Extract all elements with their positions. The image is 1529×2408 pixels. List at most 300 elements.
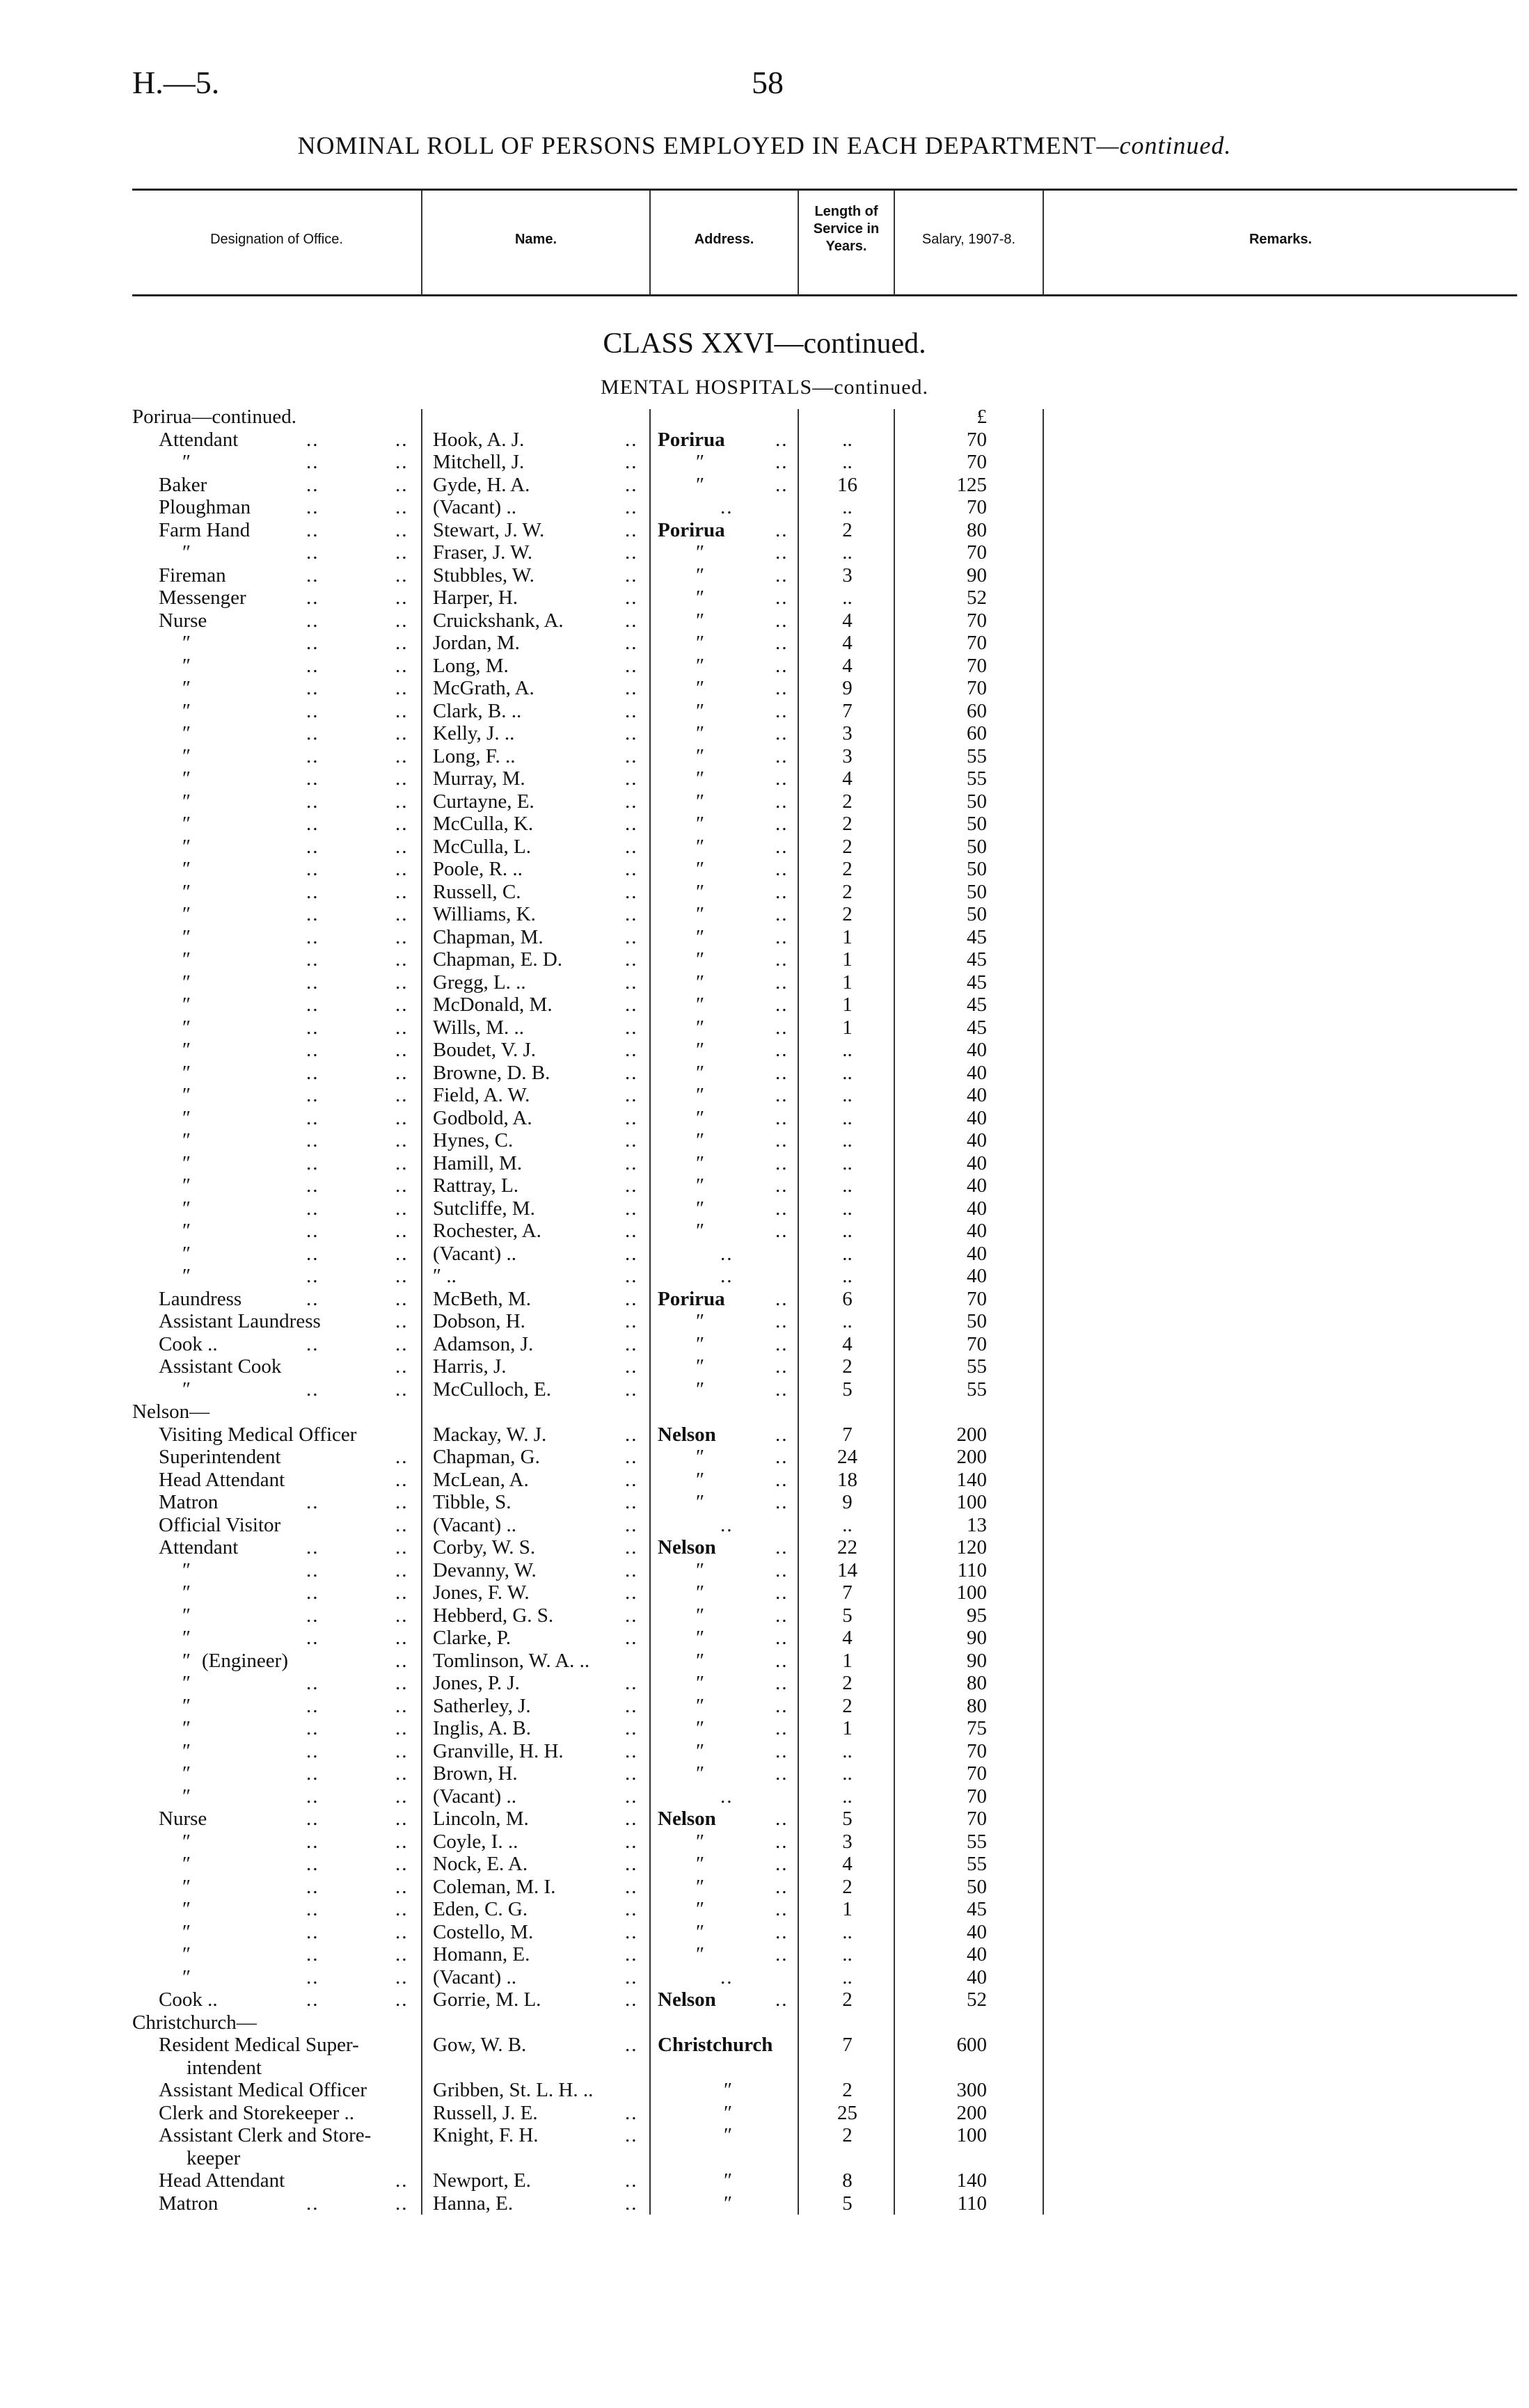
leader-dots: .. (306, 1717, 319, 1739)
leader-dots: .. (625, 971, 638, 994)
leader-dots: .. (306, 790, 319, 813)
leader-dots: .. (395, 1491, 409, 1513)
leader-dots: .. (306, 1943, 319, 1966)
employee-name: Hebberd, G. S. (433, 1604, 554, 1627)
address-ditto: ″ (696, 1627, 705, 1649)
leader-dots: .. (395, 1310, 409, 1332)
service-length: .. (842, 496, 853, 518)
salary: 100 (956, 2124, 987, 2146)
leader-dots: .. (395, 994, 409, 1016)
leader-dots: .. (395, 1966, 409, 1988)
leader-dots: .. (625, 1355, 638, 1378)
leader-dots: .. (775, 948, 789, 971)
leader-dots: .. (625, 2169, 638, 2192)
designation-ditto: ″ (182, 1966, 191, 1988)
employee-name: Gow, W. B. (433, 2034, 527, 2056)
salary: 70 (967, 1287, 987, 1310)
salary: 50 (967, 858, 987, 880)
employee-name: Gyde, H. A. (433, 473, 530, 496)
employee-name: Browne, D. B. (433, 1061, 550, 1084)
table-row (0, 994, 1529, 1016)
leader-dots: .. (775, 1174, 789, 1197)
service-length: 24 (837, 1446, 857, 1468)
employee-name: McCulla, L. (433, 835, 531, 858)
leader-dots: .. (775, 1061, 789, 1084)
table-row (0, 519, 1529, 542)
employee-name: Fraser, J. W. (433, 541, 533, 564)
leader-dots: .. (775, 473, 789, 496)
leader-dots: .. (775, 1694, 789, 1717)
designation: Matron (159, 2192, 219, 2215)
leader-dots: .. (775, 1378, 789, 1401)
leader-dots: .. (306, 587, 319, 609)
leader-dots: .. (625, 1106, 638, 1129)
salary: 80 (967, 1694, 987, 1717)
leader-dots: .. (775, 858, 789, 880)
salary: 70 (967, 654, 987, 677)
leader-dots: .. (395, 451, 409, 473)
salary: 70 (967, 1785, 987, 1808)
leader-dots: .. (625, 1446, 638, 1468)
class-title: CLASS XXVI—continued. (603, 328, 926, 360)
service-length: .. (842, 1197, 853, 1220)
service-length: .. (842, 1084, 853, 1106)
salary: 13 (967, 1513, 987, 1536)
designation-ditto: ″ (182, 451, 191, 473)
table-row (0, 858, 1529, 881)
leader-dots: .. (306, 813, 319, 835)
employee-name: Rattray, L. (433, 1174, 518, 1197)
leader-dots: .. (395, 632, 409, 654)
table-row (0, 2034, 1529, 2079)
employee-name: Adamson, J. (433, 1332, 534, 1355)
employee-name: Devanny, W. (433, 1558, 537, 1581)
table-row (0, 948, 1529, 971)
leader-dots: .. (306, 677, 319, 699)
designation-ditto: ″ (182, 1174, 191, 1197)
salary: 55 (967, 744, 987, 767)
leader-dots: .. (625, 1039, 638, 1061)
leader-dots: .. (395, 1287, 409, 1310)
employee-name: Kelly, J. .. (433, 722, 515, 744)
employee-name: McCulloch, E. (433, 1378, 551, 1401)
leader-dots: .. (625, 1875, 638, 1898)
leader-dots: .. (395, 1106, 409, 1129)
address-ditto: ″ (696, 1694, 705, 1717)
address-ditto: ″ (696, 1491, 705, 1513)
employee-name: Long, F. .. (433, 744, 516, 767)
employee-name: Clarke, P. (433, 1627, 511, 1649)
header-divider (798, 191, 799, 295)
leader-dots: .. (625, 2124, 638, 2146)
employee-name: McDonald, M. (433, 994, 553, 1016)
salary: 200 (956, 2101, 987, 2124)
address-ditto: ″ (696, 903, 705, 925)
leader-dots: .. (395, 654, 409, 677)
service-length: 2 (842, 1875, 853, 1898)
leader-dots: .. (306, 1694, 319, 1717)
leader-dots: .. (775, 1581, 789, 1604)
leader-dots: .. (775, 903, 789, 925)
column-header-salary: Salary, 1907-8. (921, 232, 1016, 247)
leader-dots: .. (775, 1853, 789, 1875)
leader-dots: .. (306, 1988, 319, 2011)
section-heading: Nelson— (132, 1401, 210, 1423)
service-length: .. (842, 541, 853, 564)
leader-dots: .. (625, 1151, 638, 1174)
service-length: .. (842, 451, 853, 473)
address-empty: .. (720, 1513, 734, 1536)
leader-dots: .. (775, 699, 789, 722)
leader-dots: .. (306, 1604, 319, 1627)
salary: 55 (967, 1853, 987, 1875)
leader-dots: .. (625, 1332, 638, 1355)
leader-dots: .. (395, 971, 409, 994)
designation-ditto: ″ (182, 1220, 191, 1242)
table-row (0, 767, 1529, 790)
service-length: .. (842, 1762, 853, 1785)
address-ditto: ″ (696, 1739, 705, 1762)
address-ditto: ″ (696, 1106, 705, 1129)
column-header-remarks: Remarks. (1249, 232, 1313, 247)
address-ditto: ″ (696, 790, 705, 813)
leader-dots: .. (775, 1446, 789, 1468)
designation-ditto: ″ (182, 971, 191, 994)
address-ditto: ″ (696, 971, 705, 994)
address-ditto: ″ (696, 1332, 705, 1355)
leader-dots: .. (306, 994, 319, 1016)
employee-name: Chapman, G. (433, 1446, 540, 1468)
leader-dots: .. (775, 1536, 789, 1558)
designation: Laundress (159, 1287, 242, 1310)
leader-dots: .. (306, 1242, 319, 1265)
address-ditto: ″ (696, 1853, 705, 1875)
designation-ditto: ″ (182, 1694, 191, 1717)
salary: 50 (967, 813, 987, 835)
table-row (0, 677, 1529, 700)
leader-dots: .. (306, 1808, 319, 1830)
service-length: .. (842, 1739, 853, 1762)
salary: 45 (967, 1016, 987, 1039)
salary: 55 (967, 1378, 987, 1401)
leader-dots: .. (775, 1920, 789, 1943)
salary: 95 (967, 1604, 987, 1627)
address-empty: .. (720, 1265, 734, 1287)
salary: 140 (956, 1468, 987, 1491)
address-ditto: ″ (696, 1061, 705, 1084)
designation: Assistant Cook (159, 1355, 282, 1378)
address-ditto: ″ (696, 1604, 705, 1627)
leader-dots: .. (395, 1830, 409, 1853)
service-length: 4 (842, 1332, 853, 1355)
leader-dots: .. (625, 1966, 638, 1988)
section-heading-row (0, 406, 1529, 429)
salary: 40 (967, 1943, 987, 1966)
table-row (0, 1898, 1529, 1921)
leader-dots: .. (306, 1039, 319, 1061)
table-row (0, 903, 1529, 926)
leader-dots: .. (306, 1084, 319, 1106)
leader-dots: .. (395, 1558, 409, 1581)
designation: Baker (159, 473, 207, 496)
employee-name: Rochester, A. (433, 1220, 541, 1242)
leader-dots: .. (395, 1536, 409, 1558)
leader-dots: .. (306, 1853, 319, 1875)
designation: Ploughman (159, 496, 251, 518)
leader-dots: .. (625, 632, 638, 654)
designation-ditto: ″ (182, 1920, 191, 1943)
table-row (0, 1604, 1529, 1627)
table-row (0, 632, 1529, 655)
service-length: 8 (842, 2169, 853, 2192)
leader-dots: .. (395, 1762, 409, 1785)
employee-name: Costello, M. (433, 1920, 534, 1943)
section-heading-row (0, 1401, 1529, 1424)
address-empty: .. (720, 496, 734, 518)
leader-dots: .. (395, 1672, 409, 1694)
leader-dots: .. (625, 473, 638, 496)
service-length: 5 (842, 1378, 853, 1401)
address-ditto: ″ (696, 858, 705, 880)
service-length: 1 (842, 1717, 853, 1739)
address-ditto: ″ (696, 699, 705, 722)
leader-dots: .. (775, 1129, 789, 1151)
salary: 70 (967, 1762, 987, 1785)
leader-dots: .. (306, 1491, 319, 1513)
designation-ditto: ″ (182, 722, 191, 744)
salary: 55 (967, 1355, 987, 1378)
table-row (0, 1988, 1529, 2011)
employee-name: Clark, B. .. (433, 699, 522, 722)
designation-ditto: ″ (182, 813, 191, 835)
header-top-rule (132, 189, 1517, 191)
salary: 50 (967, 880, 987, 903)
leader-dots: .. (775, 722, 789, 744)
leader-dots: .. (395, 1151, 409, 1174)
designation: Cook .. (159, 1988, 218, 2011)
employee-name: Russell, C. (433, 880, 521, 903)
leader-dots: .. (395, 1468, 409, 1491)
service-length: 2 (842, 790, 853, 813)
address-ditto: ″ (696, 609, 705, 632)
salary: 40 (967, 1151, 987, 1174)
employee-name: McBeth, M. (433, 1287, 531, 1310)
address: Nelson (658, 1808, 716, 1830)
table-row (0, 881, 1529, 904)
leader-dots: .. (775, 1875, 789, 1898)
address-ditto: ″ (696, 1943, 705, 1966)
leader-dots: .. (395, 428, 409, 451)
leader-dots: .. (625, 948, 638, 971)
service-length: 2 (842, 835, 853, 858)
table-row (0, 1152, 1529, 1175)
table-row (0, 813, 1529, 836)
employee-name: Newport, E. (433, 2169, 531, 2192)
leader-dots: .. (775, 1672, 789, 1694)
document-code: H.—5. (132, 65, 220, 100)
address-ditto: ″ (696, 473, 705, 496)
service-length: 18 (837, 1468, 857, 1491)
service-length: 1 (842, 948, 853, 971)
leader-dots: .. (306, 925, 319, 948)
leader-dots: .. (625, 1378, 638, 1401)
section-subtitle: MENTAL HOSPITALS—continued. (600, 376, 929, 399)
leader-dots: .. (775, 1220, 789, 1242)
salary: 70 (967, 632, 987, 654)
leader-dots: .. (395, 925, 409, 948)
address-ditto: ″ (696, 722, 705, 744)
address-ditto: ″ (696, 1649, 705, 1672)
address-ditto: ″ (696, 1717, 705, 1739)
leader-dots: .. (395, 1197, 409, 1220)
service-length: 2 (842, 813, 853, 835)
service-length: .. (842, 1310, 853, 1332)
table-row (0, 1876, 1529, 1899)
service-length: .. (842, 1174, 853, 1197)
leader-dots: .. (306, 2192, 319, 2215)
leader-dots: .. (395, 948, 409, 971)
employee-name: Gorrie, M. L. (433, 1988, 541, 2011)
leader-dots: .. (306, 835, 319, 858)
leader-dots: .. (306, 1830, 319, 1853)
salary: 300 (956, 2079, 987, 2101)
table-row (0, 1355, 1529, 1378)
address-empty: .. (720, 1242, 734, 1265)
service-length: 1 (842, 925, 853, 948)
salary: 40 (967, 1061, 987, 1084)
employee-name: Hanna, E. (433, 2192, 514, 2215)
designation-ditto: ″ (182, 699, 191, 722)
leader-dots: .. (625, 903, 638, 925)
leader-dots: .. (625, 1536, 638, 1558)
address-ditto: ″ (696, 654, 705, 677)
salary: 140 (956, 2169, 987, 2192)
designation-ditto: ″ (182, 1672, 191, 1694)
leader-dots: .. (625, 1853, 638, 1875)
employee-name: Brown, H. (433, 1762, 518, 1785)
salary: 70 (967, 451, 987, 473)
service-length: 2 (842, 858, 853, 880)
leader-dots: .. (306, 1920, 319, 1943)
leader-dots: .. (306, 1739, 319, 1762)
service-length: 2 (842, 903, 853, 925)
employee-name: (Vacant) .. (433, 496, 516, 518)
leader-dots: .. (306, 1265, 319, 1287)
service-length: .. (842, 1513, 853, 1536)
service-length: .. (842, 1220, 853, 1242)
salary: 40 (967, 1920, 987, 1943)
designation-ditto: ″ (182, 654, 191, 677)
address-ditto: ″ (696, 1875, 705, 1898)
address-ditto: ″ (696, 677, 705, 699)
leader-dots: .. (625, 2101, 638, 2124)
designation-ditto: ″ (182, 1151, 191, 1174)
employee-name: Eden, C. G. (433, 1898, 528, 1920)
address-ditto: ″ (696, 1197, 705, 1220)
service-length: 4 (842, 609, 853, 632)
address-ditto: ″ (696, 948, 705, 971)
employee-name: ″ .. (433, 1265, 457, 1287)
leader-dots: .. (625, 835, 638, 858)
address-ditto: ″ (696, 813, 705, 835)
salary: 90 (967, 1649, 987, 1672)
leader-dots: .. (775, 428, 789, 451)
employee-name: Godbold, A. (433, 1106, 532, 1129)
salary: 70 (967, 1739, 987, 1762)
leader-dots: .. (625, 925, 638, 948)
table-row (0, 474, 1529, 497)
leader-dots: .. (775, 677, 789, 699)
table-row (0, 496, 1529, 519)
designation: Official Visitor (159, 1513, 281, 1536)
leader-dots: .. (395, 518, 409, 541)
table-row (0, 1084, 1529, 1107)
table-row (0, 1265, 1529, 1288)
leader-dots: .. (625, 1604, 638, 1627)
leader-dots: .. (306, 1287, 319, 1310)
leader-dots: .. (625, 1558, 638, 1581)
designation: Clerk and Storekeeper .. (159, 2101, 355, 2124)
address-ditto: ″ (696, 1762, 705, 1785)
leader-dots: .. (625, 880, 638, 903)
salary: 40 (967, 1174, 987, 1197)
column-header-designation: Designation of Office. (210, 232, 343, 247)
leader-dots: .. (395, 541, 409, 564)
employee-name: Wills, M. .. (433, 1016, 524, 1039)
employee-name: Hamill, M. (433, 1151, 523, 1174)
leader-dots: .. (775, 564, 789, 587)
leader-dots: .. (775, 541, 789, 564)
service-length: 1 (842, 994, 853, 1016)
leader-dots: .. (395, 1898, 409, 1920)
employee-name: Russell, J. E. (433, 2101, 538, 2124)
employee-name: Jones, P. J. (433, 1672, 520, 1694)
salary: 200 (956, 1423, 987, 1446)
leader-dots: .. (775, 835, 789, 858)
service-length: 3 (842, 1830, 853, 1853)
salary: 50 (967, 1310, 987, 1332)
table-row (0, 1469, 1529, 1492)
employee-name: McLean, A. (433, 1468, 529, 1491)
table-row (0, 1491, 1529, 1514)
service-length: .. (842, 1061, 853, 1084)
leader-dots: .. (775, 1943, 789, 1966)
table-row (0, 1220, 1529, 1243)
address-empty: .. (720, 1966, 734, 1988)
service-length: 7 (842, 1581, 853, 1604)
leader-dots: .. (625, 1468, 638, 1491)
leader-dots: .. (775, 1106, 789, 1129)
leader-dots: .. (775, 1627, 789, 1649)
leader-dots: .. (306, 654, 319, 677)
salary: 110 (957, 2192, 987, 2215)
salary: 60 (967, 722, 987, 744)
leader-dots: .. (625, 1423, 638, 1446)
leader-dots: .. (625, 1174, 638, 1197)
designation-ditto: ″ (182, 835, 191, 858)
employee-name: Long, M. (433, 654, 509, 677)
service-length: 5 (842, 1604, 853, 1627)
designation: Nurse (159, 1808, 207, 1830)
leader-dots: .. (775, 1287, 789, 1310)
service-length: 2 (842, 518, 853, 541)
designation: Head Attendant (159, 1468, 285, 1491)
table-row (0, 1197, 1529, 1220)
employee-name: Mackay, W. J. (433, 1423, 547, 1446)
service-length: 2 (842, 1672, 853, 1694)
leader-dots: .. (395, 767, 409, 790)
employee-name: Chapman, E. D. (433, 948, 563, 971)
